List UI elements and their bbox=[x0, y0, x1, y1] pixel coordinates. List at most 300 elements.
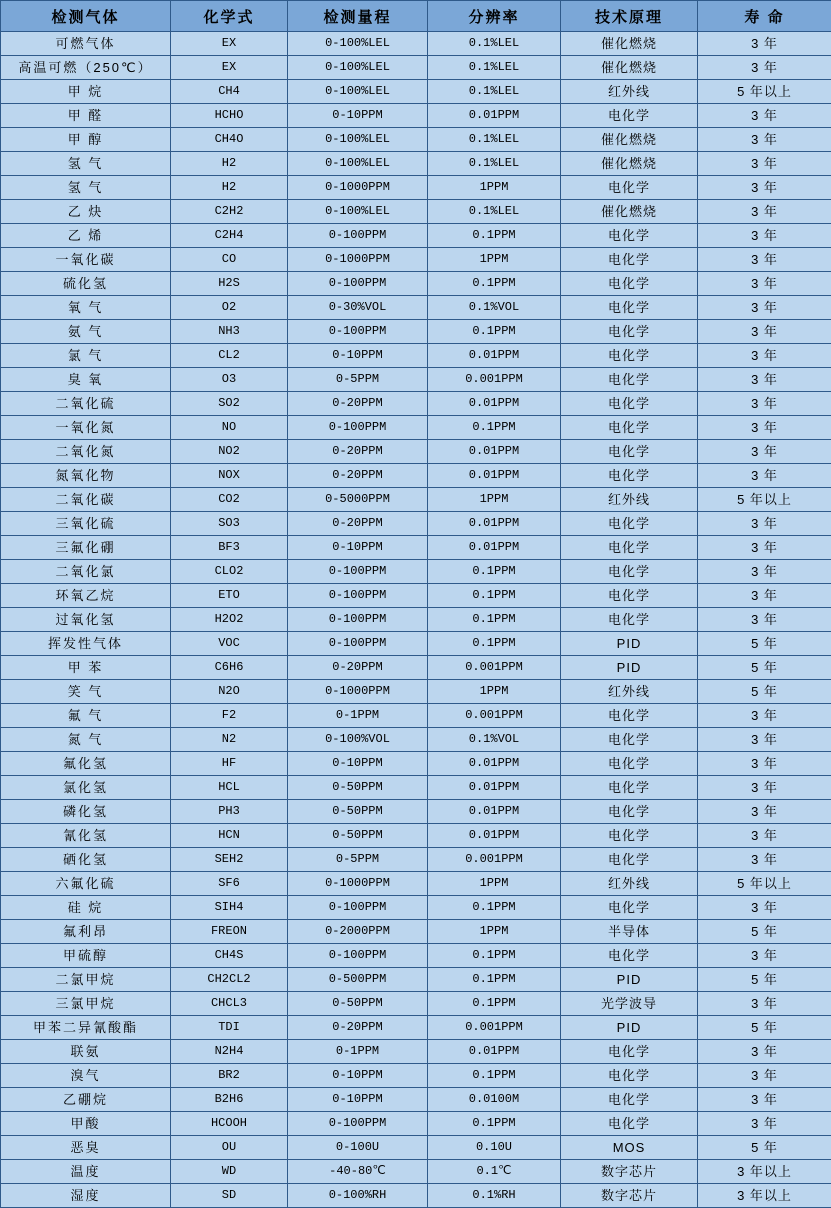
cell-resolution: 0.01PPM bbox=[428, 536, 561, 560]
cell-detection-range: 0-50PPM bbox=[288, 824, 428, 848]
cell-gas-name: 二氧化碳 bbox=[1, 488, 171, 512]
cell-resolution: 0.01PPM bbox=[428, 824, 561, 848]
cell-gas-name: 乙 烯 bbox=[1, 224, 171, 248]
cell-chemical-formula: PH3 bbox=[171, 800, 288, 824]
cell-lifespan: 5 年以上 bbox=[698, 80, 831, 104]
cell-resolution: 1PPM bbox=[428, 488, 561, 512]
cell-chemical-formula: NO2 bbox=[171, 440, 288, 464]
cell-chemical-formula: N2O bbox=[171, 680, 288, 704]
cell-resolution: 0.1%LEL bbox=[428, 200, 561, 224]
table-row bbox=[1, 560, 831, 584]
cell-gas-name: 甲 醛 bbox=[1, 104, 171, 128]
cell-resolution: 0.1PPM bbox=[428, 992, 561, 1016]
cell-detection-range: 0-100%LEL bbox=[288, 56, 428, 80]
table-row bbox=[1, 128, 831, 152]
cell-gas-name: 挥发性气体 bbox=[1, 632, 171, 656]
cell-detection-range: 0-100PPM bbox=[288, 560, 428, 584]
cell-detection-range: 0-1PPM bbox=[288, 704, 428, 728]
table-row bbox=[1, 536, 831, 560]
cell-resolution: 0.01PPM bbox=[428, 776, 561, 800]
table-row bbox=[1, 992, 831, 1016]
cell-detection-range: 0-100PPM bbox=[288, 584, 428, 608]
cell-lifespan: 3 年 bbox=[698, 608, 831, 632]
cell-gas-name: 二氧化氮 bbox=[1, 440, 171, 464]
cell-resolution: 0.1PPM bbox=[428, 584, 561, 608]
cell-lifespan: 3 年 bbox=[698, 800, 831, 824]
cell-chemical-formula: SO2 bbox=[171, 392, 288, 416]
cell-chemical-formula: BF3 bbox=[171, 536, 288, 560]
cell-resolution: 0.01PPM bbox=[428, 1040, 561, 1064]
cell-chemical-formula: NOX bbox=[171, 464, 288, 488]
cell-chemical-formula: CH4S bbox=[171, 944, 288, 968]
cell-chemical-formula: CL2 bbox=[171, 344, 288, 368]
cell-chemical-formula: BR2 bbox=[171, 1064, 288, 1088]
cell-technology: 电化学 bbox=[561, 584, 698, 608]
cell-chemical-formula: SO3 bbox=[171, 512, 288, 536]
cell-resolution: 0.01PPM bbox=[428, 344, 561, 368]
cell-gas-name: 氯化氢 bbox=[1, 776, 171, 800]
cell-resolution: 0.1PPM bbox=[428, 560, 561, 584]
cell-chemical-formula: H2 bbox=[171, 176, 288, 200]
cell-gas-name: 甲酸 bbox=[1, 1112, 171, 1136]
cell-detection-range: 0-100PPM bbox=[288, 896, 428, 920]
cell-chemical-formula: C2H2 bbox=[171, 200, 288, 224]
cell-technology: 电化学 bbox=[561, 1088, 698, 1112]
cell-lifespan: 3 年 bbox=[698, 728, 831, 752]
table-row bbox=[1, 1088, 831, 1112]
cell-lifespan: 5 年以上 bbox=[698, 488, 831, 512]
cell-chemical-formula: EX bbox=[171, 56, 288, 80]
cell-detection-range: 0-20PPM bbox=[288, 512, 428, 536]
cell-chemical-formula: OU bbox=[171, 1136, 288, 1160]
cell-technology: 催化燃烧 bbox=[561, 152, 698, 176]
cell-technology: 电化学 bbox=[561, 560, 698, 584]
cell-chemical-formula: CH4O bbox=[171, 128, 288, 152]
cell-gas-name: 氰化氢 bbox=[1, 824, 171, 848]
cell-gas-name: 磷化氢 bbox=[1, 800, 171, 824]
table-row bbox=[1, 200, 831, 224]
cell-detection-range: 0-5000PPM bbox=[288, 488, 428, 512]
cell-technology: 电化学 bbox=[561, 248, 698, 272]
table-row bbox=[1, 464, 831, 488]
cell-technology: 电化学 bbox=[561, 728, 698, 752]
cell-resolution: 0.10U bbox=[428, 1136, 561, 1160]
cell-technology: 电化学 bbox=[561, 752, 698, 776]
cell-resolution: 0.01PPM bbox=[428, 800, 561, 824]
cell-detection-range: 0-10PPM bbox=[288, 104, 428, 128]
cell-resolution: 0.001PPM bbox=[428, 656, 561, 680]
cell-lifespan: 3 年 bbox=[698, 56, 831, 80]
cell-resolution: 0.1PPM bbox=[428, 968, 561, 992]
cell-lifespan: 3 年 bbox=[698, 392, 831, 416]
cell-gas-name: 环氧乙烷 bbox=[1, 584, 171, 608]
table-row bbox=[1, 680, 831, 704]
cell-chemical-formula: SD bbox=[171, 1184, 288, 1208]
cell-lifespan: 5 年 bbox=[698, 656, 831, 680]
cell-lifespan: 3 年 bbox=[698, 176, 831, 200]
cell-gas-name: 恶臭 bbox=[1, 1136, 171, 1160]
cell-detection-range: 0-1000PPM bbox=[288, 176, 428, 200]
cell-technology: PID bbox=[561, 1016, 698, 1040]
cell-lifespan: 3 年 bbox=[698, 896, 831, 920]
column-header-lifespan: 寿 命 bbox=[698, 1, 831, 32]
cell-detection-range: 0-10PPM bbox=[288, 1064, 428, 1088]
cell-detection-range: 0-30%VOL bbox=[288, 296, 428, 320]
cell-lifespan: 3 年 bbox=[698, 1112, 831, 1136]
cell-lifespan: 3 年 bbox=[698, 752, 831, 776]
cell-detection-range: 0-20PPM bbox=[288, 392, 428, 416]
cell-technology: 电化学 bbox=[561, 296, 698, 320]
cell-gas-name: 可燃气体 bbox=[1, 32, 171, 56]
cell-lifespan: 3 年 bbox=[698, 512, 831, 536]
cell-resolution: 0.01PPM bbox=[428, 440, 561, 464]
cell-gas-name: 硒化氢 bbox=[1, 848, 171, 872]
cell-technology: 电化学 bbox=[561, 824, 698, 848]
cell-chemical-formula: CH4 bbox=[171, 80, 288, 104]
table-row bbox=[1, 248, 831, 272]
cell-gas-name: 笑 气 bbox=[1, 680, 171, 704]
cell-gas-name: 氟化氢 bbox=[1, 752, 171, 776]
cell-lifespan: 3 年 bbox=[698, 104, 831, 128]
cell-resolution: 0.1PPM bbox=[428, 224, 561, 248]
table-row bbox=[1, 320, 831, 344]
cell-lifespan: 3 年 bbox=[698, 200, 831, 224]
cell-technology: 催化燃烧 bbox=[561, 56, 698, 80]
cell-gas-name: 三氟化硼 bbox=[1, 536, 171, 560]
cell-resolution: 0.1PPM bbox=[428, 632, 561, 656]
cell-gas-name: 硫化氢 bbox=[1, 272, 171, 296]
cell-technology: PID bbox=[561, 968, 698, 992]
table-row bbox=[1, 488, 831, 512]
cell-chemical-formula: SIH4 bbox=[171, 896, 288, 920]
cell-technology: 光学波导 bbox=[561, 992, 698, 1016]
cell-technology: 电化学 bbox=[561, 512, 698, 536]
cell-resolution: 0.01PPM bbox=[428, 512, 561, 536]
table-row bbox=[1, 296, 831, 320]
cell-detection-range: 0-100PPM bbox=[288, 632, 428, 656]
cell-resolution: 0.001PPM bbox=[428, 368, 561, 392]
cell-lifespan: 3 年 bbox=[698, 464, 831, 488]
cell-technology: 电化学 bbox=[561, 536, 698, 560]
cell-gas-name: 硅 烷 bbox=[1, 896, 171, 920]
cell-technology: 电化学 bbox=[561, 176, 698, 200]
cell-resolution: 0.1PPM bbox=[428, 944, 561, 968]
table-row bbox=[1, 104, 831, 128]
table-row bbox=[1, 944, 831, 968]
cell-detection-range: 0-10PPM bbox=[288, 752, 428, 776]
cell-detection-range: 0-1000PPM bbox=[288, 248, 428, 272]
cell-lifespan: 3 年 bbox=[698, 560, 831, 584]
cell-detection-range: 0-50PPM bbox=[288, 800, 428, 824]
cell-gas-name: 甲硫醇 bbox=[1, 944, 171, 968]
cell-lifespan: 5 年 bbox=[698, 632, 831, 656]
cell-lifespan: 5 年 bbox=[698, 968, 831, 992]
table-row bbox=[1, 392, 831, 416]
cell-detection-range: 0-100%VOL bbox=[288, 728, 428, 752]
cell-technology: 电化学 bbox=[561, 1040, 698, 1064]
cell-detection-range: 0-100%LEL bbox=[288, 128, 428, 152]
cell-gas-name: 氨 气 bbox=[1, 320, 171, 344]
cell-gas-name: 氟 气 bbox=[1, 704, 171, 728]
cell-gas-name: 六氟化硫 bbox=[1, 872, 171, 896]
table-row bbox=[1, 176, 831, 200]
cell-detection-range: 0-100%RH bbox=[288, 1184, 428, 1208]
cell-chemical-formula: N2H4 bbox=[171, 1040, 288, 1064]
cell-detection-range: 0-100%LEL bbox=[288, 80, 428, 104]
cell-chemical-formula: HCN bbox=[171, 824, 288, 848]
cell-detection-range: 0-2000PPM bbox=[288, 920, 428, 944]
cell-detection-range: 0-100PPM bbox=[288, 272, 428, 296]
cell-gas-name: 温度 bbox=[1, 1160, 171, 1184]
cell-technology: PID bbox=[561, 656, 698, 680]
cell-technology: 电化学 bbox=[561, 776, 698, 800]
cell-detection-range: 0-10PPM bbox=[288, 1088, 428, 1112]
table-row bbox=[1, 968, 831, 992]
cell-detection-range: 0-20PPM bbox=[288, 440, 428, 464]
table-row bbox=[1, 728, 831, 752]
cell-lifespan: 3 年 bbox=[698, 320, 831, 344]
cell-gas-name: 甲 苯 bbox=[1, 656, 171, 680]
cell-lifespan: 3 年 bbox=[698, 224, 831, 248]
cell-lifespan: 3 年以上 bbox=[698, 1160, 831, 1184]
cell-chemical-formula: NO bbox=[171, 416, 288, 440]
cell-detection-range: 0-100PPM bbox=[288, 608, 428, 632]
cell-lifespan: 5 年 bbox=[698, 1016, 831, 1040]
table-body bbox=[1, 32, 831, 1208]
cell-lifespan: 3 年 bbox=[698, 776, 831, 800]
cell-chemical-formula: O3 bbox=[171, 368, 288, 392]
table-row bbox=[1, 824, 831, 848]
cell-gas-name: 氢 气 bbox=[1, 176, 171, 200]
cell-technology: 电化学 bbox=[561, 800, 698, 824]
cell-detection-range: 0-50PPM bbox=[288, 776, 428, 800]
table-row bbox=[1, 848, 831, 872]
table-row bbox=[1, 224, 831, 248]
cell-chemical-formula: H2O2 bbox=[171, 608, 288, 632]
table-row bbox=[1, 440, 831, 464]
cell-gas-name: 湿度 bbox=[1, 1184, 171, 1208]
cell-technology: 电化学 bbox=[561, 344, 698, 368]
cell-lifespan: 3 年 bbox=[698, 296, 831, 320]
cell-chemical-formula: FREON bbox=[171, 920, 288, 944]
cell-chemical-formula: CHCL3 bbox=[171, 992, 288, 1016]
cell-detection-range: 0-20PPM bbox=[288, 1016, 428, 1040]
cell-chemical-formula: CO bbox=[171, 248, 288, 272]
cell-gas-name: 甲苯二异氰酸酯 bbox=[1, 1016, 171, 1040]
cell-gas-name: 二氧化硫 bbox=[1, 392, 171, 416]
cell-lifespan: 3 年 bbox=[698, 152, 831, 176]
cell-lifespan: 3 年 bbox=[698, 1040, 831, 1064]
cell-resolution: 1PPM bbox=[428, 248, 561, 272]
cell-resolution: 0.1℃ bbox=[428, 1160, 561, 1184]
cell-resolution: 0.01PPM bbox=[428, 464, 561, 488]
cell-lifespan: 3 年 bbox=[698, 824, 831, 848]
cell-lifespan: 3 年 bbox=[698, 416, 831, 440]
cell-detection-range: 0-5PPM bbox=[288, 368, 428, 392]
cell-technology: 催化燃烧 bbox=[561, 32, 698, 56]
table-row bbox=[1, 1016, 831, 1040]
cell-lifespan: 3 年 bbox=[698, 584, 831, 608]
cell-chemical-formula: CH2CL2 bbox=[171, 968, 288, 992]
table-row bbox=[1, 1040, 831, 1064]
cell-resolution: 0.1PPM bbox=[428, 1064, 561, 1088]
cell-gas-name: 二氯甲烷 bbox=[1, 968, 171, 992]
cell-lifespan: 3 年 bbox=[698, 272, 831, 296]
column-header-resolution: 分辨率 bbox=[428, 1, 561, 32]
cell-chemical-formula: B2H6 bbox=[171, 1088, 288, 1112]
cell-chemical-formula: H2 bbox=[171, 152, 288, 176]
cell-lifespan: 3 年 bbox=[698, 1064, 831, 1088]
cell-chemical-formula: WD bbox=[171, 1160, 288, 1184]
cell-technology: 红外线 bbox=[561, 488, 698, 512]
cell-detection-range: 0-100PPM bbox=[288, 416, 428, 440]
cell-detection-range: 0-100%LEL bbox=[288, 152, 428, 176]
cell-technology: 电化学 bbox=[561, 272, 698, 296]
table-row bbox=[1, 80, 831, 104]
cell-lifespan: 3 年 bbox=[698, 848, 831, 872]
cell-technology: 电化学 bbox=[561, 416, 698, 440]
cell-resolution: 0.1%LEL bbox=[428, 128, 561, 152]
cell-technology: 红外线 bbox=[561, 80, 698, 104]
cell-resolution: 0.1PPM bbox=[428, 320, 561, 344]
cell-lifespan: 3 年 bbox=[698, 248, 831, 272]
cell-detection-range: 0-20PPM bbox=[288, 656, 428, 680]
table-row bbox=[1, 776, 831, 800]
cell-technology: 电化学 bbox=[561, 104, 698, 128]
cell-resolution: 0.1PPM bbox=[428, 272, 561, 296]
cell-chemical-formula: N2 bbox=[171, 728, 288, 752]
cell-technology: 电化学 bbox=[561, 464, 698, 488]
cell-detection-range: 0-20PPM bbox=[288, 464, 428, 488]
cell-chemical-formula: H2S bbox=[171, 272, 288, 296]
cell-technology: 半导体 bbox=[561, 920, 698, 944]
cell-detection-range: 0-100%LEL bbox=[288, 200, 428, 224]
cell-detection-range: 0-1PPM bbox=[288, 1040, 428, 1064]
table-row bbox=[1, 1064, 831, 1088]
cell-chemical-formula: HF bbox=[171, 752, 288, 776]
cell-lifespan: 3 年 bbox=[698, 1088, 831, 1112]
cell-chemical-formula: SF6 bbox=[171, 872, 288, 896]
table-row bbox=[1, 896, 831, 920]
cell-technology: 电化学 bbox=[561, 1064, 698, 1088]
cell-detection-range: -40-80℃ bbox=[288, 1160, 428, 1184]
cell-resolution: 0.01PPM bbox=[428, 104, 561, 128]
table-row bbox=[1, 632, 831, 656]
cell-technology: 催化燃烧 bbox=[561, 200, 698, 224]
cell-gas-name: 过氧化氢 bbox=[1, 608, 171, 632]
cell-detection-range: 0-500PPM bbox=[288, 968, 428, 992]
cell-detection-range: 0-100%LEL bbox=[288, 32, 428, 56]
table-row bbox=[1, 752, 831, 776]
cell-chemical-formula: HCL bbox=[171, 776, 288, 800]
table-row bbox=[1, 32, 831, 56]
cell-gas-name: 氟利昂 bbox=[1, 920, 171, 944]
cell-gas-name: 联氨 bbox=[1, 1040, 171, 1064]
cell-technology: 电化学 bbox=[561, 704, 698, 728]
cell-technology: 电化学 bbox=[561, 440, 698, 464]
cell-gas-name: 三氯甲烷 bbox=[1, 992, 171, 1016]
cell-resolution: 0.001PPM bbox=[428, 848, 561, 872]
cell-detection-range: 0-100PPM bbox=[288, 320, 428, 344]
cell-resolution: 0.1%VOL bbox=[428, 296, 561, 320]
cell-gas-name: 臭 氧 bbox=[1, 368, 171, 392]
table-row bbox=[1, 656, 831, 680]
cell-lifespan: 3 年 bbox=[698, 440, 831, 464]
cell-chemical-formula: F2 bbox=[171, 704, 288, 728]
table-row bbox=[1, 584, 831, 608]
cell-gas-name: 氮氧化物 bbox=[1, 464, 171, 488]
table-row bbox=[1, 1160, 831, 1184]
cell-resolution: 0.1%LEL bbox=[428, 80, 561, 104]
cell-resolution: 1PPM bbox=[428, 176, 561, 200]
cell-gas-name: 一氧化碳 bbox=[1, 248, 171, 272]
cell-lifespan: 3 年 bbox=[698, 992, 831, 1016]
cell-chemical-formula: CLO2 bbox=[171, 560, 288, 584]
cell-technology: 电化学 bbox=[561, 1112, 698, 1136]
cell-chemical-formula: C6H6 bbox=[171, 656, 288, 680]
cell-resolution: 0.1%LEL bbox=[428, 56, 561, 80]
cell-resolution: 1PPM bbox=[428, 872, 561, 896]
cell-technology: MOS bbox=[561, 1136, 698, 1160]
column-header-formula: 化学式 bbox=[171, 1, 288, 32]
table-row bbox=[1, 1184, 831, 1208]
cell-technology: 电化学 bbox=[561, 608, 698, 632]
table-row bbox=[1, 56, 831, 80]
cell-resolution: 0.1%LEL bbox=[428, 152, 561, 176]
column-header-range: 检测量程 bbox=[288, 1, 428, 32]
cell-gas-name: 甲 烷 bbox=[1, 80, 171, 104]
cell-resolution: 0.0100M bbox=[428, 1088, 561, 1112]
table-row bbox=[1, 1112, 831, 1136]
cell-lifespan: 3 年 bbox=[698, 536, 831, 560]
cell-resolution: 0.1PPM bbox=[428, 1112, 561, 1136]
cell-chemical-formula: TDI bbox=[171, 1016, 288, 1040]
cell-technology: 数字芯片 bbox=[561, 1184, 698, 1208]
cell-lifespan: 3 年以上 bbox=[698, 1184, 831, 1208]
cell-technology: PID bbox=[561, 632, 698, 656]
cell-resolution: 0.01PPM bbox=[428, 752, 561, 776]
cell-gas-name: 氯 气 bbox=[1, 344, 171, 368]
cell-detection-range: 0-100PPM bbox=[288, 1112, 428, 1136]
cell-resolution: 0.1PPM bbox=[428, 896, 561, 920]
cell-lifespan: 5 年 bbox=[698, 680, 831, 704]
cell-lifespan: 3 年 bbox=[698, 368, 831, 392]
cell-technology: 红外线 bbox=[561, 680, 698, 704]
cell-resolution: 1PPM bbox=[428, 680, 561, 704]
cell-technology: 电化学 bbox=[561, 368, 698, 392]
cell-resolution: 0.001PPM bbox=[428, 704, 561, 728]
cell-technology: 电化学 bbox=[561, 392, 698, 416]
cell-gas-name: 乙硼烷 bbox=[1, 1088, 171, 1112]
table-header bbox=[1, 1, 831, 32]
cell-chemical-formula: SEH2 bbox=[171, 848, 288, 872]
cell-chemical-formula: NH3 bbox=[171, 320, 288, 344]
cell-chemical-formula: O2 bbox=[171, 296, 288, 320]
table-row bbox=[1, 608, 831, 632]
cell-technology: 电化学 bbox=[561, 944, 698, 968]
cell-lifespan: 5 年 bbox=[698, 1136, 831, 1160]
cell-chemical-formula: C2H4 bbox=[171, 224, 288, 248]
cell-gas-name: 氧 气 bbox=[1, 296, 171, 320]
cell-detection-range: 0-100PPM bbox=[288, 224, 428, 248]
cell-gas-name: 三氧化硫 bbox=[1, 512, 171, 536]
table-row bbox=[1, 920, 831, 944]
cell-detection-range: 0-10PPM bbox=[288, 536, 428, 560]
cell-lifespan: 5 年以上 bbox=[698, 872, 831, 896]
cell-gas-name: 溴气 bbox=[1, 1064, 171, 1088]
cell-lifespan: 3 年 bbox=[698, 32, 831, 56]
cell-detection-range: 0-10PPM bbox=[288, 344, 428, 368]
